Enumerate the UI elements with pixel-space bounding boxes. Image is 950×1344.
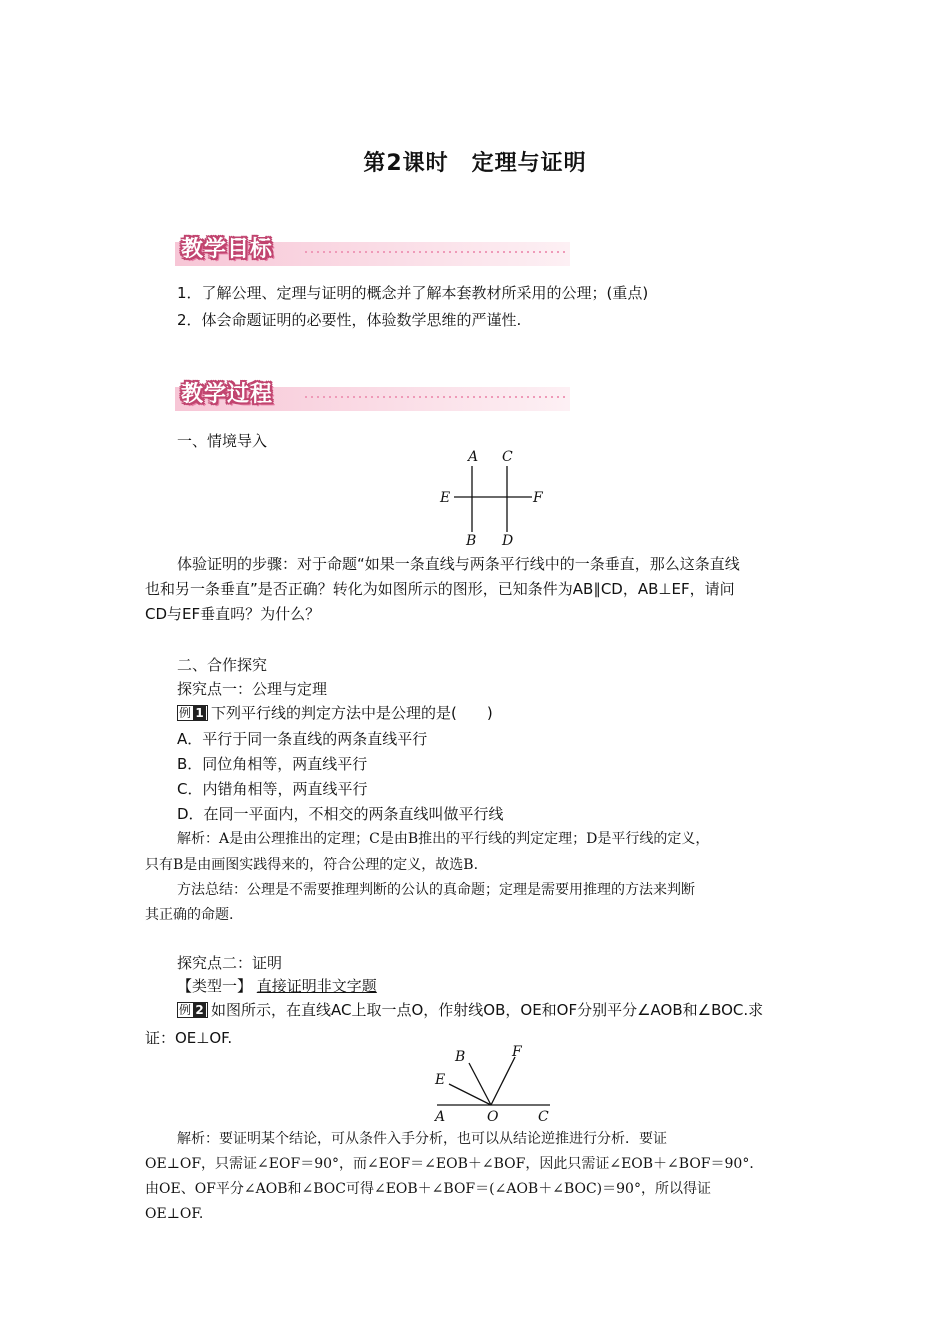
option-d: D．在同一平面内，不相交的两条直线叫做平行线 (177, 805, 504, 823)
goal-item-2: 2．体会命题证明的必要性，体验数学思维的严谨性. (177, 311, 522, 329)
explore-point-1: 探究点一：公理与定理 (177, 680, 328, 698)
type-label: 【类型一】 (177, 977, 253, 995)
label-e: E (440, 490, 451, 506)
example-2-analysis-line-2: OE⊥OF，只需证∠EOF＝90°，而∠EOF＝∠EOB＋∠BOF，因此只需证∠EOB＋∠BOF＝90°． (145, 1156, 764, 1172)
example-2-analysis-line-3: 由OE、OF平分∠AOB和∠BOC可得∠EOB＋∠BOF＝(∠AOB＋∠BOC)＝90°，所以得证 (145, 1181, 711, 1197)
label-a: A (468, 449, 479, 465)
intro-para-line-2: 也和另一条垂直”是否正确？转化为如图所示的图形，已知条件为AB∥CD，AB⊥EF，请问 (145, 580, 735, 598)
label-a: A (435, 1109, 446, 1125)
option-a: A．平行于同一条直线的两条直线平行 (177, 730, 428, 748)
type-title: 直接证明非文字题 (256, 977, 377, 995)
example-1-summary-line-1: 方法总结：公理是不需要推理判断的公认的真命题；定理是需要用推理的方法来判断 (177, 882, 695, 898)
section-heading-intro: 一、情境导入 (177, 432, 268, 450)
section-banner-process (175, 373, 570, 417)
label-o: O (487, 1109, 499, 1125)
type-1-heading (177, 976, 377, 996)
intro-para-line-1: 体验证明的步骤：对于命题“如果一条直线与两条平行线中的一条垂直，那么这条直线 (177, 555, 740, 573)
figure-angle-bisectors (425, 1043, 565, 1125)
example-1-question: 例 1 下列平行线的判定方法中是公理的是( ) (179, 704, 493, 722)
example-2-question-line-1: 例 2 如图所示，在直线AC上取一点O，作射线OB，OE和OF分别平分∠AOB和∠BOC.求 (179, 1001, 764, 1019)
label-e: E (435, 1072, 446, 1088)
page-title: 第2课时 定理与证明 (363, 151, 587, 176)
example-1-analysis-line-2: 只有B是由画图实践得来的，符合公理的定义，故选B. (145, 857, 479, 873)
label-b: B (466, 533, 477, 548)
example-2-question-line-2: 证：OE⊥OF. (145, 1029, 233, 1047)
label-d: D (502, 533, 514, 548)
example-1-summary-line-2: 其正确的命题. (145, 907, 234, 923)
intro-para-line-3: CD与EF垂直吗？为什么？ (145, 605, 321, 623)
label-f: F (512, 1044, 522, 1060)
example-badge: 例 2 (177, 1002, 208, 1018)
label-c: C (502, 449, 513, 465)
section-banner-goals (175, 228, 570, 272)
figure-parallel-lines (432, 448, 562, 548)
label-f: F (533, 490, 543, 506)
ray-ob (469, 1063, 491, 1105)
goal-item-1: 1．了解公理、定理与证明的概念并了解本套教材所采用的公理；(重点) (177, 284, 649, 302)
option-c: C．内错角相等，两直线平行 (177, 780, 368, 798)
example-badge: 例 1 (177, 705, 208, 721)
ray-oe (449, 1084, 491, 1105)
option-b: B．同位角相等，两直线平行 (177, 755, 368, 773)
label-c: C (538, 1109, 549, 1125)
explore-point-2: 探究点二：证明 (177, 954, 283, 972)
example-1-analysis-line-1: 解析：A是由公理推出的定理；C是由B推出的平行线的判定定理；D是平行线的定义， (177, 831, 710, 847)
section-heading-explore: 二、合作探究 (177, 656, 268, 674)
example-2-analysis-line-4: OE⊥OF. (145, 1206, 204, 1222)
label-b: B (455, 1049, 466, 1065)
banner-title: 教学过程 (181, 382, 274, 407)
ray-of (491, 1057, 515, 1105)
example-2-analysis-line-1: 解析：要证明某个结论，可从条件入手分析，也可以从结论逆推进行分析．要证 (177, 1131, 667, 1147)
banner-title: 教学目标 (181, 237, 274, 262)
